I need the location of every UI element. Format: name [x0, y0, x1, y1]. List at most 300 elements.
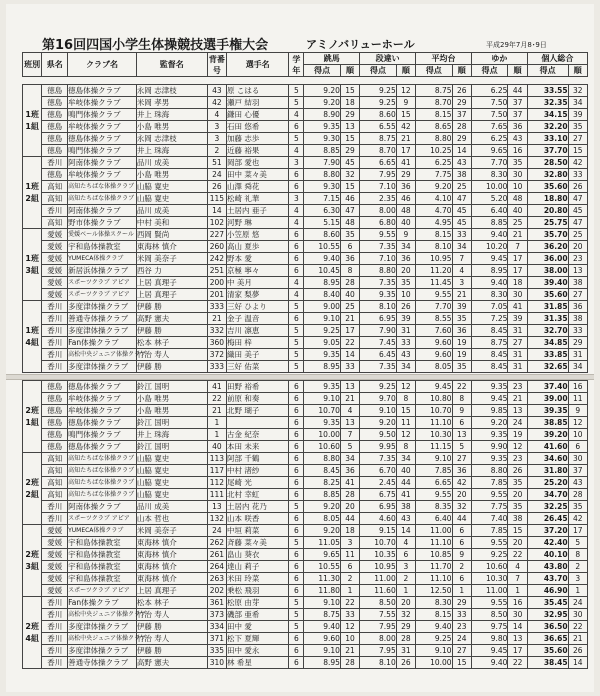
- group-label: 2班2組: [23, 453, 42, 525]
- vault-rank-cell: 15: [340, 85, 359, 97]
- table-row: [23, 609, 588, 621]
- table-row: [23, 157, 588, 169]
- beam-rank-cell: 29: [452, 97, 471, 109]
- club-cell: 高松中央ジュニア体操クラブ: [68, 633, 137, 645]
- pref-cell: 徳島: [42, 97, 68, 109]
- table-row: [23, 277, 588, 289]
- athlete-cell: 近藤 裕果: [227, 145, 289, 157]
- floor-rank-cell: 41: [508, 301, 527, 313]
- club-cell: 高知たちばな体操クラブ: [68, 181, 137, 193]
- vault-rank-cell: 28: [340, 657, 359, 669]
- coach-cell: 山脇 寛史: [136, 453, 207, 465]
- athlete-cell: 米田 玲菜: [227, 573, 289, 585]
- pref-cell: 徳島: [42, 405, 68, 417]
- bars-score-cell: 6.95: [360, 501, 397, 513]
- total-score-cell: 32.95: [527, 609, 568, 621]
- col-athlete: 選手名: [227, 53, 289, 77]
- beam-rank-cell: 5: [452, 441, 471, 453]
- pref-cell: 香川: [42, 657, 68, 669]
- bib-cell: 42: [207, 97, 226, 109]
- vault-rank-cell: 15: [340, 133, 359, 145]
- total-rank-cell: 10: [568, 429, 587, 441]
- vault-rank-cell: 45: [340, 157, 359, 169]
- vault-rank-cell: 13: [340, 381, 359, 393]
- table-row: [23, 465, 588, 477]
- beam-rank-cell: 7: [452, 253, 471, 265]
- bib-cell: 201: [207, 289, 226, 301]
- total-rank-cell: 32: [568, 85, 587, 97]
- vault-score-cell: 10.70: [304, 405, 341, 417]
- floor-rank-cell: 26: [508, 465, 527, 477]
- floor-score-cell: 9.90: [471, 441, 508, 453]
- col-floor: ゆか: [471, 53, 527, 65]
- beam-score-cell: 9.10: [416, 645, 453, 657]
- grade-cell: 6: [289, 633, 304, 645]
- table-row: [23, 597, 588, 609]
- vault-score-cell: 9.20: [304, 85, 341, 97]
- grade-cell: 6: [289, 121, 304, 133]
- vault-score-cell: 8.45: [304, 465, 341, 477]
- floor-rank-cell: 18: [508, 277, 527, 289]
- beam-score-cell: 8.15: [416, 229, 453, 241]
- coach-cell: 東海林 慎介: [136, 537, 207, 549]
- beam-score-cell: 11.20: [416, 265, 453, 277]
- beam-score-cell: 4.10: [416, 193, 453, 205]
- bars-score-cell: 4.60: [360, 513, 397, 525]
- vault-rank-cell: 44: [340, 513, 359, 525]
- bib-cell: 334: [207, 621, 226, 633]
- bars-score-cell: 6.95: [360, 313, 397, 325]
- floor-score-cell: 11.00: [471, 585, 508, 597]
- table-row: [23, 621, 588, 633]
- vault-score-cell: 9.35: [304, 381, 341, 393]
- athlete-cell: 磯部 亜希: [227, 609, 289, 621]
- vault-rank-cell: 29: [340, 145, 359, 157]
- beam-score-cell: 11.15: [416, 441, 453, 453]
- bib-cell: 227: [207, 229, 226, 241]
- beam-rank-cell: 44: [452, 513, 471, 525]
- bars-score-cell: 7.55: [360, 609, 397, 621]
- bars-rank-cell: 15: [396, 405, 415, 417]
- floor-score-cell: 6.25: [471, 85, 508, 97]
- floor-rank-cell: 13: [508, 633, 527, 645]
- group-label: 1班1組: [23, 85, 42, 157]
- grade-cell: 5: [289, 501, 304, 513]
- floor-rank-cell: 35: [508, 477, 527, 489]
- floor-score-cell: 7.50: [471, 109, 508, 121]
- total-score-cell: 32.65: [527, 361, 568, 373]
- pref-cell: 香川: [42, 337, 68, 349]
- total-rank-cell: 27: [568, 289, 587, 301]
- vault-rank-cell: 22: [340, 597, 359, 609]
- table-row: [23, 85, 588, 97]
- total-rank-cell: 28: [568, 489, 587, 501]
- total-rank-cell: 39: [568, 109, 587, 121]
- bars-score-cell: 7.95: [360, 645, 397, 657]
- group-label: 2班3組: [23, 525, 42, 597]
- beam-score-cell: 6.25: [416, 157, 453, 169]
- vault-rank-cell: 29: [340, 109, 359, 121]
- bars-score-cell: 8.75: [360, 133, 397, 145]
- group-label: 1班4組: [23, 301, 42, 373]
- vault-score-cell: 7.15: [304, 193, 341, 205]
- bars-rank-cell: 34: [396, 241, 415, 253]
- vault-score-cell: 8.85: [304, 489, 341, 501]
- bib-cell: 262: [207, 537, 226, 549]
- total-rank-cell: 30: [568, 609, 587, 621]
- vault-rank-cell: 6: [340, 561, 359, 573]
- table-row: [23, 489, 588, 501]
- athlete-cell: 林 希星: [227, 657, 289, 669]
- athlete-cell: 野本 愛: [227, 253, 289, 265]
- beam-rank-cell: 13: [452, 429, 471, 441]
- bib-cell: 202: [207, 585, 226, 597]
- vault-rank-cell: 36: [340, 465, 359, 477]
- bars-rank-cell: 31: [396, 645, 415, 657]
- pref-cell: 香川: [42, 157, 68, 169]
- grade-cell: 4: [289, 205, 304, 217]
- beam-score-cell: 9.60: [416, 337, 453, 349]
- table-row: [23, 633, 588, 645]
- vault-score-cell: 9.10: [304, 645, 341, 657]
- total-score-cell: 34.15: [527, 109, 568, 121]
- beam-rank-cell: 20: [452, 489, 471, 501]
- floor-rank-cell: 15: [508, 525, 527, 537]
- vault-score-cell: 9.35: [304, 417, 341, 429]
- table-row: [23, 301, 588, 313]
- vault-score-cell: 9.20: [304, 501, 341, 513]
- athlete-cell: 山本 咲香: [227, 513, 289, 525]
- grade-cell: 6: [289, 253, 304, 265]
- table-row: [23, 241, 588, 253]
- beam-score-cell: 8.30: [416, 597, 453, 609]
- bars-rank-cell: 17: [396, 145, 415, 157]
- floor-rank-cell: 37: [508, 97, 527, 109]
- grade-cell: 6: [289, 513, 304, 525]
- athlete-cell: 原 こはる: [227, 85, 289, 97]
- pref-cell: 香川: [42, 609, 68, 621]
- grade-cell: 6: [289, 181, 304, 193]
- beam-score-cell: 11.10: [416, 417, 453, 429]
- bars-rank-cell: 40: [396, 465, 415, 477]
- vault-score-cell: 7.90: [304, 157, 341, 169]
- floor-rank-cell: 48: [508, 193, 527, 205]
- bars-rank-cell: 36: [396, 181, 415, 193]
- club-cell: 牟岐体操クラブ: [68, 97, 137, 109]
- athlete-cell: 河野 琳: [227, 217, 289, 229]
- bib-cell: 13: [207, 501, 226, 513]
- pref-cell: 愛媛: [42, 265, 68, 277]
- grade-cell: 5: [289, 361, 304, 373]
- athlete-cell: 北村 幸虹: [227, 489, 289, 501]
- total-score-cell: 40.10: [527, 549, 568, 561]
- table-row: [23, 337, 588, 349]
- club-cell: 徳島体操クラブ: [68, 85, 137, 97]
- bib-cell: 333: [207, 301, 226, 313]
- vault-rank-cell: 41: [340, 477, 359, 489]
- bars-rank-cell: 33: [396, 337, 415, 349]
- table-row: [23, 381, 588, 393]
- club-cell: 鳴門体操クラブ: [68, 145, 137, 157]
- coach-cell: 伊藤 勝: [136, 325, 207, 337]
- bars-rank-cell: 32: [396, 609, 415, 621]
- pref-cell: 愛媛: [42, 549, 68, 561]
- floor-rank-cell: 22: [508, 549, 527, 561]
- beam-score-cell: 7.60: [416, 325, 453, 337]
- floor-rank-cell: 30: [508, 169, 527, 181]
- beam-score-cell: 9.25: [416, 633, 453, 645]
- coach-cell: 竹治 寿人: [136, 349, 207, 361]
- club-cell: 新居浜体操クラブ: [68, 265, 137, 277]
- vault-score-cell: 9.10: [304, 393, 341, 405]
- floor-score-cell: 7.40: [471, 513, 508, 525]
- athlete-cell: 尾崎 光: [227, 477, 289, 489]
- vault-rank-cell: 13: [340, 417, 359, 429]
- total-rank-cell: 5: [568, 537, 587, 549]
- total-score-cell: 46.90: [527, 585, 568, 597]
- bib-cell: 21: [207, 313, 226, 325]
- vault-score-cell: 9.20: [304, 97, 341, 109]
- total-rank-cell: 38: [568, 313, 587, 325]
- grade-cell: 6: [289, 525, 304, 537]
- vault-score-cell: 9.65: [304, 549, 341, 561]
- bib-cell: 132: [207, 513, 226, 525]
- athlete-cell: 加藤 志歩: [227, 133, 289, 145]
- bars-rank-cell: 2: [396, 573, 415, 585]
- beam-rank-cell: 35: [452, 313, 471, 325]
- vault-rank-cell: 32: [340, 169, 359, 181]
- beam-score-cell: 10.85: [416, 549, 453, 561]
- grade-cell: 5: [289, 133, 304, 145]
- table-row: [23, 513, 588, 525]
- beam-rank-cell: 33: [452, 609, 471, 621]
- bars-score-cell: 7.95: [360, 621, 397, 633]
- vault-score-cell: 10.45: [304, 265, 341, 277]
- beam-rank-cell: 19: [452, 349, 471, 361]
- bars-rank-cell: 41: [396, 157, 415, 169]
- pref-cell: 愛媛: [42, 573, 68, 585]
- bib-cell: 260: [207, 241, 226, 253]
- bars-score-cell: 7.45: [360, 337, 397, 349]
- club-cell: 阿南体操クラブ: [68, 501, 137, 513]
- beam-rank-cell: 43: [452, 157, 471, 169]
- floor-score-cell: 8.30: [471, 169, 508, 181]
- beam-score-cell: 10.25: [416, 145, 453, 157]
- bars-score-cell: 7.35: [360, 277, 397, 289]
- floor-score-cell: 7.05: [471, 301, 508, 313]
- pref-cell: 徳島: [42, 121, 68, 133]
- bars-score-cell: 9.35: [360, 289, 397, 301]
- vault-rank-cell: 13: [340, 121, 359, 133]
- bars-score-cell: 6.45: [360, 349, 397, 361]
- bars-score-cell: 8.50: [360, 597, 397, 609]
- results-block-2: [22, 380, 588, 669]
- pref-cell: 徳島: [42, 85, 68, 97]
- floor-rank-cell: 44: [508, 85, 527, 97]
- rank-label: 順: [452, 65, 471, 77]
- beam-score-cell: 4.70: [416, 205, 453, 217]
- table-row: [23, 585, 588, 597]
- athlete-cell: 土居内 亜子: [227, 205, 289, 217]
- vault-score-cell: 8.05: [304, 513, 341, 525]
- table-row: [23, 181, 588, 193]
- result-sheet: [6, 4, 594, 692]
- club-cell: YUMECA体操クラブ: [68, 253, 137, 265]
- beam-rank-cell: 42: [452, 477, 471, 489]
- table-row: [23, 265, 588, 277]
- floor-score-cell: 9.55: [471, 537, 508, 549]
- grade-cell: 6: [289, 313, 304, 325]
- floor-rank-cell: 14: [508, 621, 527, 633]
- pref-cell: 徳島: [42, 393, 68, 405]
- table-row: [23, 97, 588, 109]
- athlete-cell: 中垣 莉菜: [227, 525, 289, 537]
- floor-rank-cell: 17: [508, 265, 527, 277]
- coach-cell: 東海林 慎介: [136, 561, 207, 573]
- coach-cell: 井上 珠海: [136, 145, 207, 157]
- vault-rank-cell: 22: [340, 337, 359, 349]
- table-row: [23, 453, 588, 465]
- bars-score-cell: 8.10: [360, 657, 397, 669]
- vault-score-cell: 9.20: [304, 525, 341, 537]
- vault-rank-cell: 21: [340, 393, 359, 405]
- total-score-cell: 38.85: [527, 417, 568, 429]
- total-score-cell: 35.70: [527, 229, 568, 241]
- bib-cell: 251: [207, 265, 226, 277]
- grade-cell: 6: [289, 169, 304, 181]
- total-score-cell: 33.85: [527, 349, 568, 361]
- bars-rank-cell: 26: [396, 657, 415, 669]
- beam-score-cell: 11.00: [416, 525, 453, 537]
- athlete-cell: 中 美月: [227, 277, 289, 289]
- bars-score-cell: 9.20: [360, 417, 397, 429]
- bars-score-cell: 9.25: [360, 381, 397, 393]
- bars-score-cell: 8.00: [360, 205, 397, 217]
- bib-cell: 263: [207, 573, 226, 585]
- club-cell: 宇和島体操教室: [68, 573, 137, 585]
- total-rank-cell: 11: [568, 393, 587, 405]
- floor-score-cell: 7.85: [471, 525, 508, 537]
- floor-score-cell: 7.25: [471, 313, 508, 325]
- grade-cell: 5: [289, 609, 304, 621]
- total-score-cell: 36.20: [527, 241, 568, 253]
- beam-score-cell: 7.75: [416, 169, 453, 181]
- floor-score-cell: 8.95: [471, 265, 508, 277]
- table-row: [23, 361, 588, 373]
- pref-cell: 香川: [42, 513, 68, 525]
- bars-score-cell: 7.10: [360, 181, 397, 193]
- beam-score-cell: 11.10: [416, 573, 453, 585]
- beam-rank-cell: 9: [452, 405, 471, 417]
- beam-score-cell: 9.60: [416, 349, 453, 361]
- table-row: [23, 289, 588, 301]
- beam-score-cell: 9.10: [416, 453, 453, 465]
- grade-cell: 4: [289, 145, 304, 157]
- total-score-cell: 26.45: [527, 513, 568, 525]
- bars-score-cell: 7.10: [360, 253, 397, 265]
- grade-cell: 6: [289, 229, 304, 241]
- total-score-cell: 39.40: [527, 277, 568, 289]
- table-row: [23, 501, 588, 513]
- bib-cell: 111: [207, 489, 226, 501]
- vault-rank-cell: 1: [340, 585, 359, 597]
- pref-cell: 香川: [42, 633, 68, 645]
- coach-cell: 山本 哲也: [136, 513, 207, 525]
- athlete-cell: 清家 梨夢: [227, 289, 289, 301]
- floor-score-cell: 10.00: [471, 181, 508, 193]
- score-label: 得点: [360, 65, 397, 77]
- bars-rank-cell: 46: [396, 193, 415, 205]
- bars-rank-cell: 20: [396, 597, 415, 609]
- vault-score-cell: 6.30: [304, 205, 341, 217]
- col-allaround: 個人総合: [527, 53, 587, 65]
- table-row: [23, 349, 588, 361]
- total-score-cell: 41.60: [527, 441, 568, 453]
- athlete-cell: 古金 紀奈: [227, 429, 289, 441]
- total-rank-cell: 25: [568, 229, 587, 241]
- athlete-cell: 山澤 舜花: [227, 181, 289, 193]
- vault-score-cell: 10.55: [304, 241, 341, 253]
- club-cell: Fan体操クラブ: [68, 597, 137, 609]
- bib-cell: 113: [207, 453, 226, 465]
- beam-rank-cell: 39: [452, 301, 471, 313]
- grade-cell: 6: [289, 393, 304, 405]
- total-score-cell: 33.10: [527, 133, 568, 145]
- grade-cell: 5: [289, 325, 304, 337]
- page-title: 第16回四国小学生体操競技選手権大会: [42, 38, 269, 53]
- floor-rank-cell: 7: [508, 241, 527, 253]
- club-cell: スポーツクラブ アピア: [68, 513, 137, 525]
- table-row: [23, 645, 588, 657]
- bars-score-cell: 9.10: [360, 405, 397, 417]
- table-row: [23, 133, 588, 145]
- total-rank-cell: 29: [568, 337, 587, 349]
- bars-score-cell: 9.25: [360, 85, 397, 97]
- bars-score-cell: 11.00: [360, 573, 397, 585]
- bars-rank-cell: 20: [396, 265, 415, 277]
- pref-cell: 高知: [42, 217, 68, 229]
- coach-cell: 上居 真理子: [136, 289, 207, 301]
- beam-rank-cell: 22: [452, 381, 471, 393]
- bib-cell: 371: [207, 633, 226, 645]
- floor-score-cell: 6.40: [471, 205, 508, 217]
- floor-score-cell: 8.75: [471, 337, 508, 349]
- total-score-cell: 35.60: [527, 181, 568, 193]
- coach-cell: 小島 唯男: [136, 393, 207, 405]
- pref-cell: 徳島: [42, 381, 68, 393]
- beam-score-cell: 8.15: [416, 109, 453, 121]
- coach-cell: 品川 成美: [136, 501, 207, 513]
- beam-score-cell: 11.10: [416, 537, 453, 549]
- beam-score-cell: 4.95: [416, 217, 453, 229]
- pref-cell: 香川: [42, 301, 68, 313]
- bib-cell: 41: [207, 381, 226, 393]
- vault-score-cell: 8.40: [304, 289, 341, 301]
- total-score-cell: 37.20: [527, 525, 568, 537]
- beam-score-cell: 8.05: [416, 361, 453, 373]
- vault-rank-cell: 34: [340, 453, 359, 465]
- beam-rank-cell: 28: [452, 121, 471, 133]
- table-row: [23, 217, 588, 229]
- bars-score-cell: 10.70: [360, 537, 397, 549]
- vault-score-cell: 8.90: [304, 109, 341, 121]
- bars-rank-cell: 10: [396, 289, 415, 301]
- floor-score-cell: 9.25: [471, 549, 508, 561]
- total-rank-cell: 42: [568, 513, 587, 525]
- bars-rank-cell: 14: [396, 525, 415, 537]
- vault-rank-cell: 46: [340, 193, 359, 205]
- athlete-cell: 田中 愛: [227, 621, 289, 633]
